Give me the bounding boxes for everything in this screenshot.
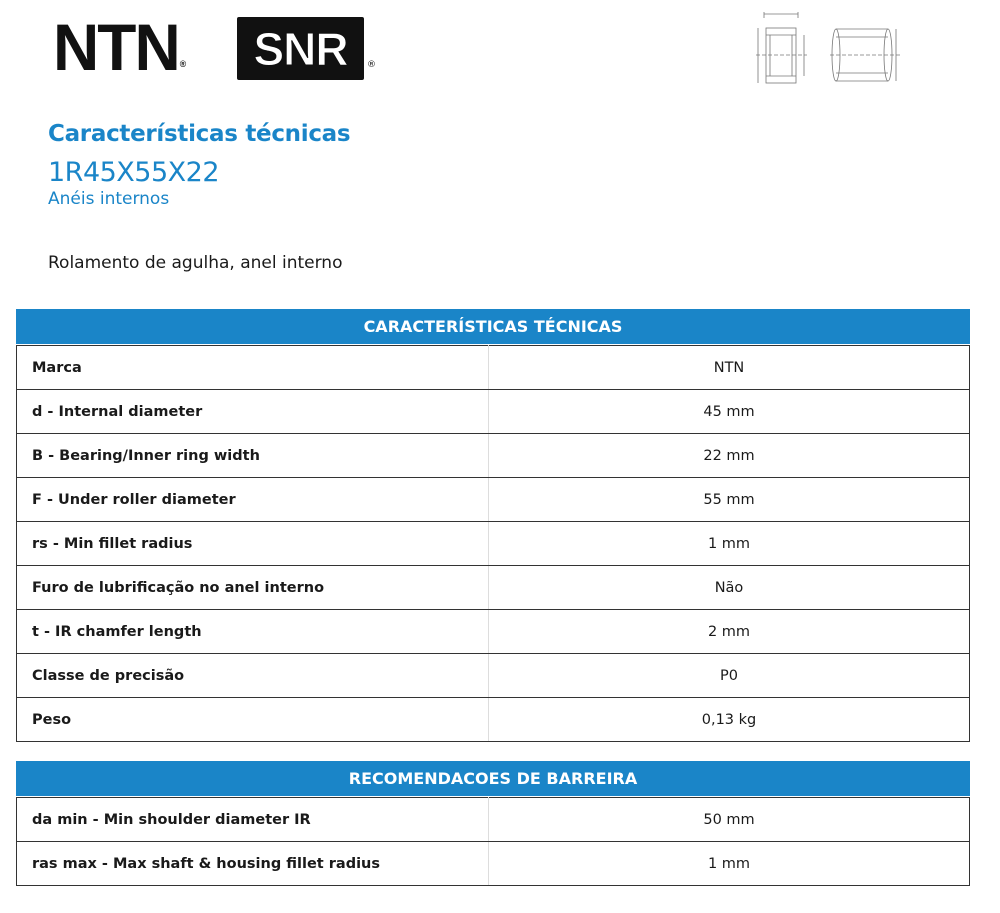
row-value: NTN [489, 346, 970, 390]
table-row [17, 566, 970, 610]
row-label: F - Under roller diameter [17, 478, 489, 522]
row-value: 0,13 kg [489, 698, 970, 742]
table-row [17, 654, 970, 698]
row-value: 1 mm [489, 522, 970, 566]
row-label: Marca [17, 346, 489, 390]
row-value: 22 mm [489, 434, 970, 478]
table-row [17, 522, 970, 566]
table-row [17, 346, 970, 390]
table-row [17, 478, 970, 522]
recommendations-table [16, 761, 970, 886]
row-value: 1 mm [489, 842, 970, 886]
row-label: B - Bearing/Inner ring width [17, 434, 489, 478]
specs-table-heading: CARACTERÍSTICAS TÉCNICAS [17, 310, 970, 344]
table-row [17, 842, 970, 886]
recommendations-table-heading: RECOMENDACOES DE BARREIRA [17, 762, 970, 796]
page-title: Características técnicas [48, 121, 351, 147]
row-label: t - IR chamfer length [17, 610, 489, 654]
row-value: 45 mm [489, 390, 970, 434]
product-category: Anéis internos [48, 189, 170, 209]
row-label: Furo de lubrificação no anel interno [17, 566, 489, 610]
table-row [17, 390, 970, 434]
row-value: 50 mm [489, 798, 970, 842]
row-label: ras max - Max shaft & housing fillet radius [17, 842, 489, 886]
row-value: Não [489, 566, 970, 610]
table-row [17, 798, 970, 842]
row-label: rs - Min fillet radius [17, 522, 489, 566]
row-value: 2 mm [489, 610, 970, 654]
row-label: Classe de precisão [17, 654, 489, 698]
row-value: 55 mm [489, 478, 970, 522]
row-label: Peso [17, 698, 489, 742]
ntn-logo: NTN® [53, 10, 187, 84]
table-row [17, 698, 970, 742]
table-row [17, 434, 970, 478]
snr-logo: SNR [237, 17, 364, 80]
product-code: 1R45X55X22 [48, 157, 220, 188]
bearing-drawing [752, 10, 912, 90]
row-value: P0 [489, 654, 970, 698]
row-label: da min - Min shoulder diameter IR [17, 798, 489, 842]
specs-table [16, 309, 970, 742]
table-row [17, 610, 970, 654]
row-label: d - Internal diameter [17, 390, 489, 434]
product-description: Rolamento de agulha, anel interno [48, 253, 343, 273]
registered-mark: ® [367, 60, 376, 70]
